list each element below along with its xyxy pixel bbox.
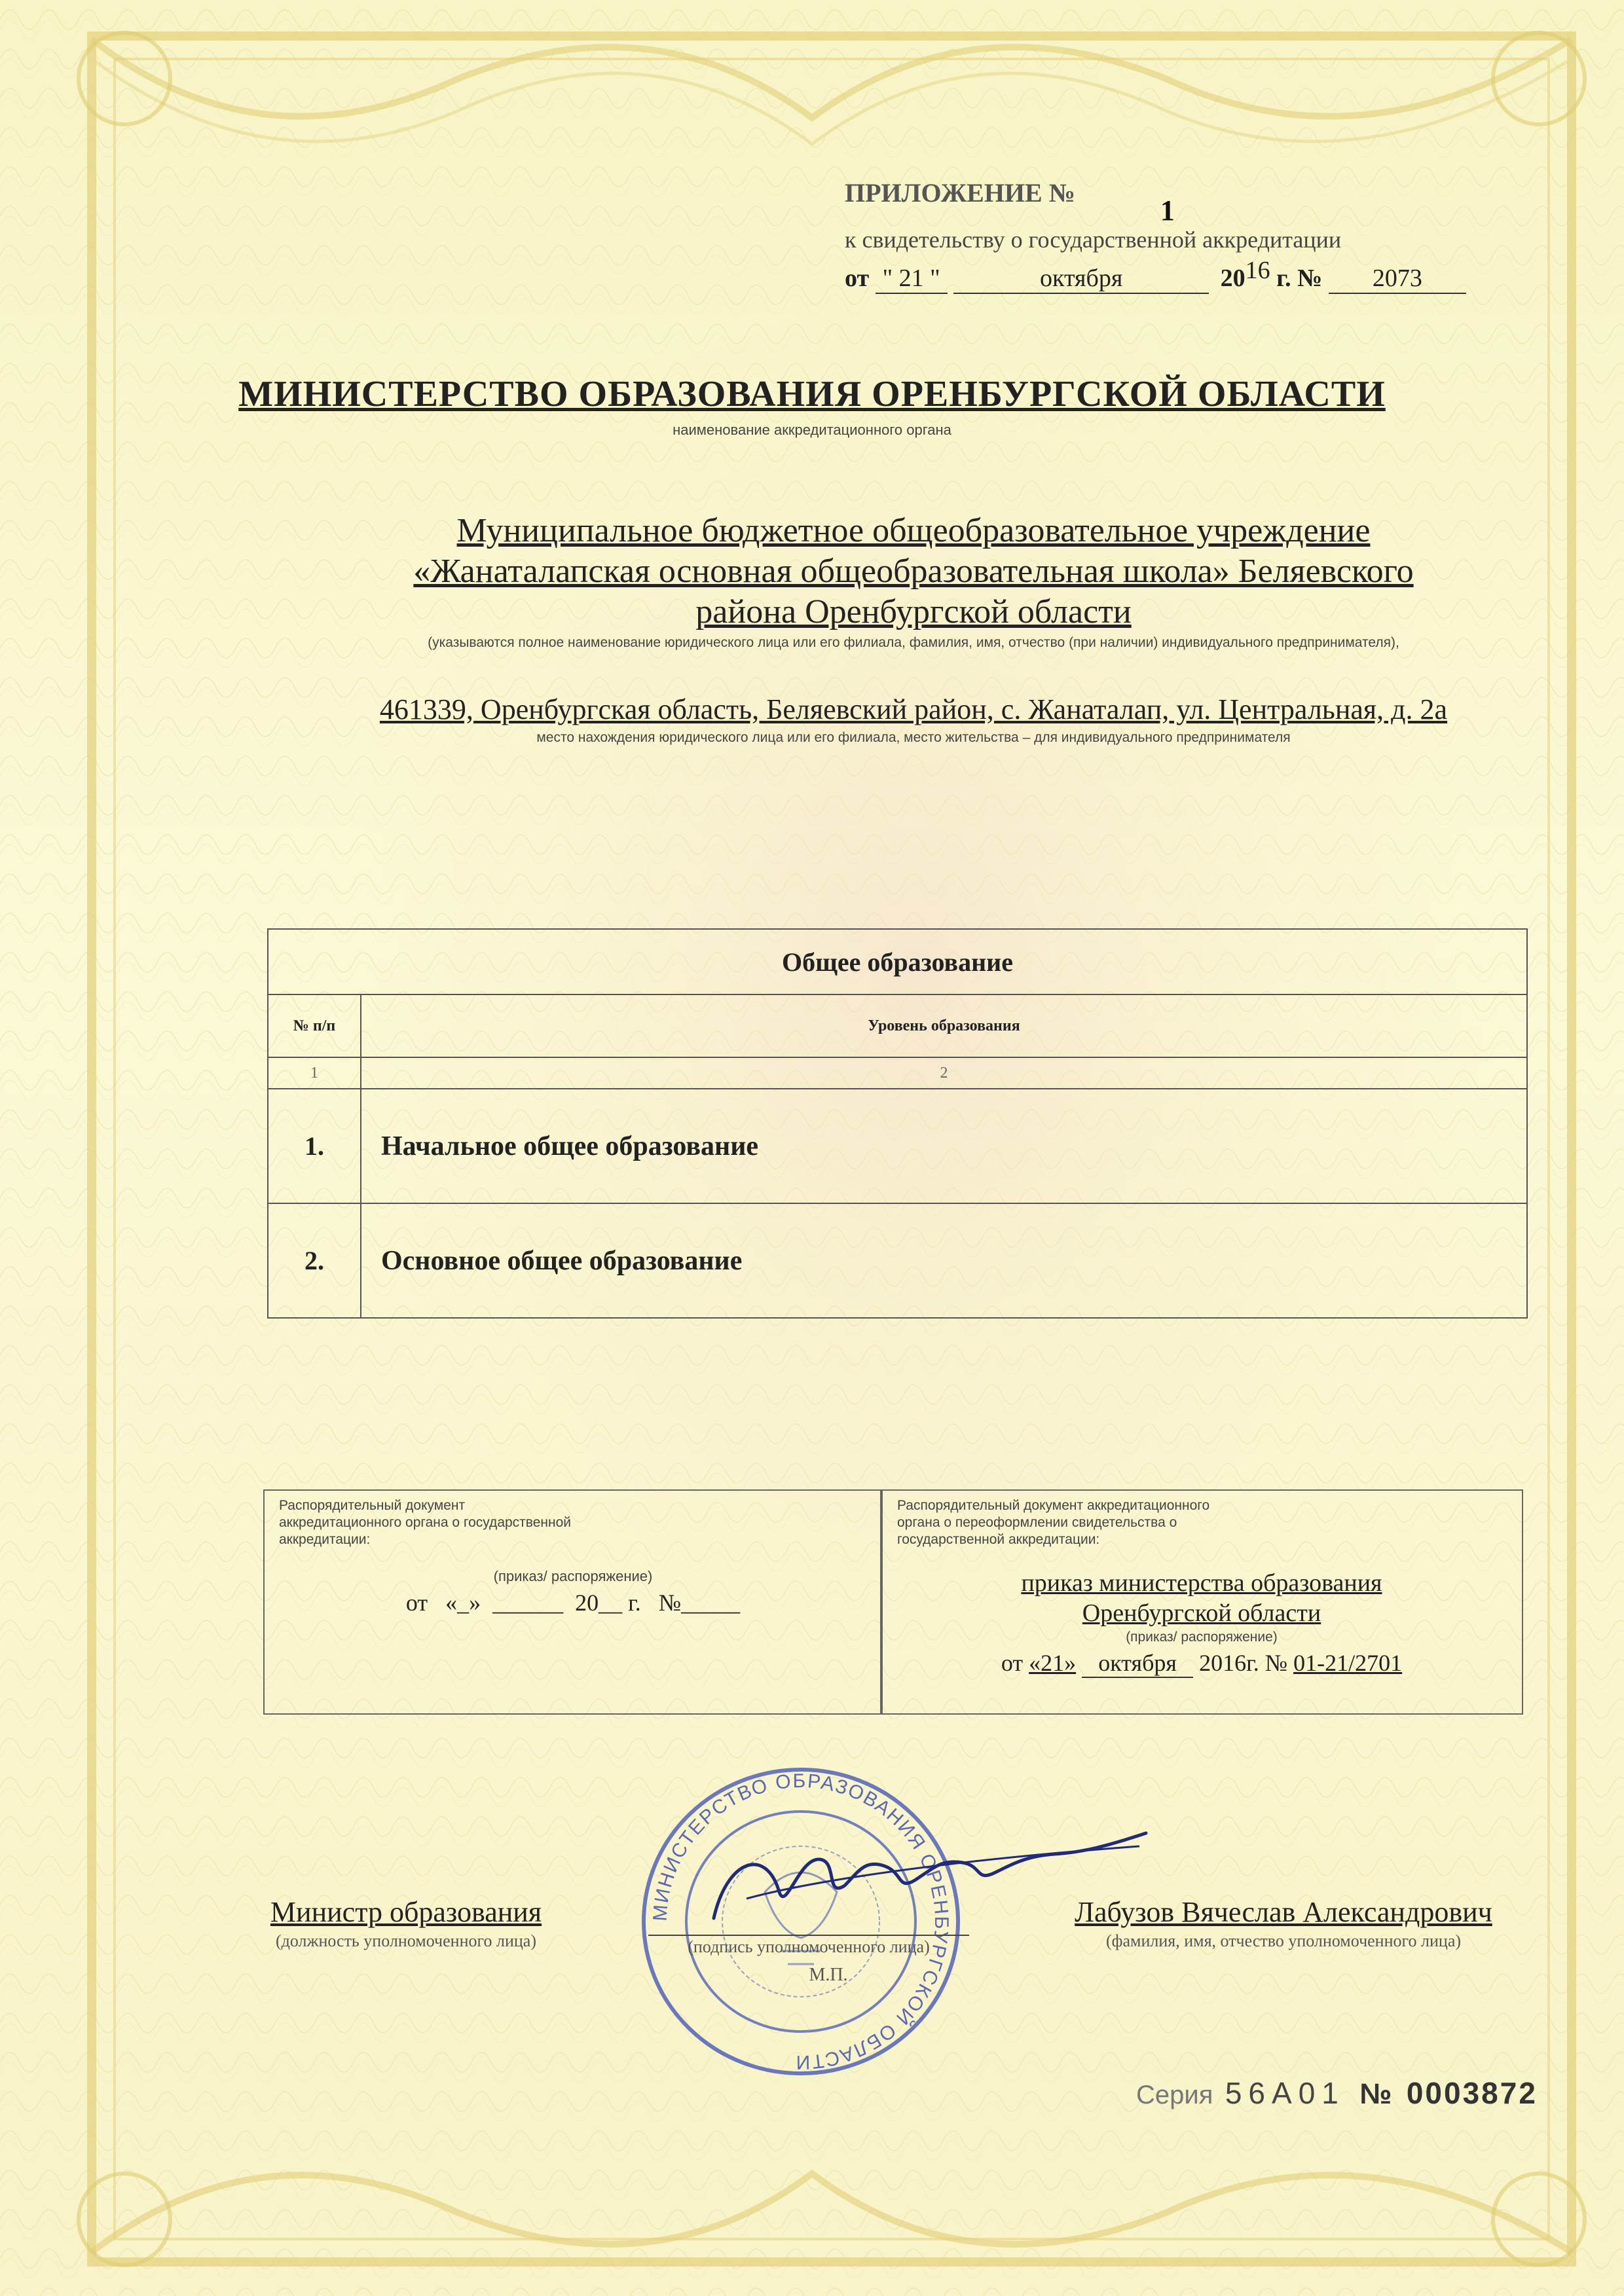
table-row	[268, 1203, 1527, 1318]
education-levels-table	[267, 928, 1528, 1319]
left-doc-line3: аккредитации:	[279, 1532, 371, 1547]
left-doc-type-caption: (приказ/ распоряжение)	[493, 1568, 653, 1584]
appendix-header	[845, 175, 1532, 294]
right-doc-line2: органа о переоформлении свидетельства о	[897, 1515, 1177, 1530]
year-prefix: 20	[1220, 264, 1246, 292]
date-day: " 21 "	[876, 264, 948, 294]
sign-caption-block	[648, 1935, 969, 1986]
position-block	[236, 1895, 576, 1951]
signer-fio: Лабузов Вячеслав Александрович	[1075, 1896, 1492, 1928]
col2-index: 2	[361, 1057, 1527, 1089]
authority-caption: наименование аккредитационного органа	[673, 422, 951, 438]
organization-block	[164, 511, 1624, 651]
row-level: Начальное общее образование	[361, 1089, 1527, 1203]
appendix-to-text: к свидетельству о государственной аккредитации	[845, 227, 1342, 253]
right-doc-type-caption: (приказ/ распоряжение)	[1126, 1630, 1278, 1645]
right-date-prefix: от	[1001, 1650, 1029, 1676]
series-label: Серия	[1136, 2081, 1213, 2109]
org-line1: Муниципальное бюджетное общеобразовательное учреждение	[456, 512, 1371, 549]
number-prefix: г. №	[1276, 264, 1323, 292]
series-block	[1136, 2075, 1538, 2111]
certificate-number: 2073	[1329, 264, 1466, 294]
right-doc-line3: государственной аккредитации:	[897, 1532, 1100, 1547]
org-caption: (указываются полное наименование юридического лица или его филиала, фамилия, имя, отчество (при наличии) индивидуального предпринимателя),	[428, 635, 1399, 650]
appendix-heading: ПРИЛОЖЕНИЕ №	[845, 178, 1075, 208]
year-suffix: 16	[1245, 257, 1270, 284]
series-number: 0003872	[1406, 2076, 1538, 2110]
org-line2: «Жанаталапская основная общеобразовательная школа» Беляевского	[413, 553, 1414, 590]
left-doc-line1: Распорядительный документ	[279, 1498, 466, 1513]
org-line3: района Оренбургской области	[695, 593, 1132, 630]
right-order-line1: приказ министерства образования	[1021, 1569, 1382, 1597]
left-doc-line2: аккредитационного органа о государственной	[279, 1515, 571, 1530]
fio-caption: (фамилия, имя, отчество уполномоченного лица)	[1105, 1931, 1462, 1950]
date-month: октября	[953, 264, 1209, 294]
appendix-date-line	[845, 257, 1532, 294]
appendix-number: 1	[1160, 194, 1175, 227]
right-date-year: 2016г. №	[1199, 1650, 1288, 1676]
left-document-box	[263, 1489, 883, 1715]
row-num: 1.	[268, 1089, 361, 1203]
address-caption: место нахождения юридического лица или его филиала, место жительства – для индивидуального предпринимателя	[536, 730, 1291, 745]
signer-position: Министр образования	[270, 1896, 542, 1928]
authority-name: МИНИСТЕРСТВО ОБРАЗОВАНИЯ ОРЕНБУРГСКОЙ ОБЛАСТИ	[238, 374, 1386, 414]
table-title: Общее образование	[268, 929, 1527, 994]
fio-block	[1028, 1895, 1539, 1951]
org-address: 461339, Оренбургская область, Беляевский район, с. Жанаталап, ул. Центральная, д. 2а	[379, 693, 1448, 725]
right-date-day: «21»	[1029, 1650, 1077, 1676]
series-value: 56А01	[1225, 2076, 1345, 2110]
series-number-label: №	[1359, 2078, 1392, 2110]
col2-header: Уровень образования	[361, 994, 1527, 1057]
date-prefix: от	[845, 264, 870, 292]
address-block	[170, 693, 1624, 746]
sign-caption: (подпись уполномоченного лица)	[648, 1935, 969, 1957]
right-date-month: октября	[1082, 1649, 1193, 1678]
table-row	[268, 1089, 1527, 1203]
row-num: 2.	[268, 1203, 361, 1318]
authority-block	[196, 373, 1428, 439]
left-doc-date-line: от «_» ______ 20__ г. №_____	[405, 1590, 741, 1616]
col1-header: № п/п	[268, 994, 361, 1057]
col1-index: 1	[268, 1057, 361, 1089]
right-doc-date-line	[881, 1649, 1522, 1678]
right-doc-line1: Распорядительный документ аккредитационного	[897, 1498, 1210, 1513]
right-document-box	[880, 1489, 1523, 1715]
position-caption: (должность уполномоченного лица)	[275, 1931, 536, 1950]
right-order-number: 01-21/2701	[1293, 1650, 1403, 1676]
mp-label: М.П.	[809, 1965, 848, 1985]
right-order-line2: Оренбургской области	[1082, 1599, 1321, 1627]
seal-text: МИНИСТЕРСТВО ОБРАЗОВАНИЯ ОРЕНБУРГСКОЙ ОБЛАСТИ	[649, 1770, 953, 2073]
row-level: Основное общее образование	[361, 1203, 1527, 1318]
